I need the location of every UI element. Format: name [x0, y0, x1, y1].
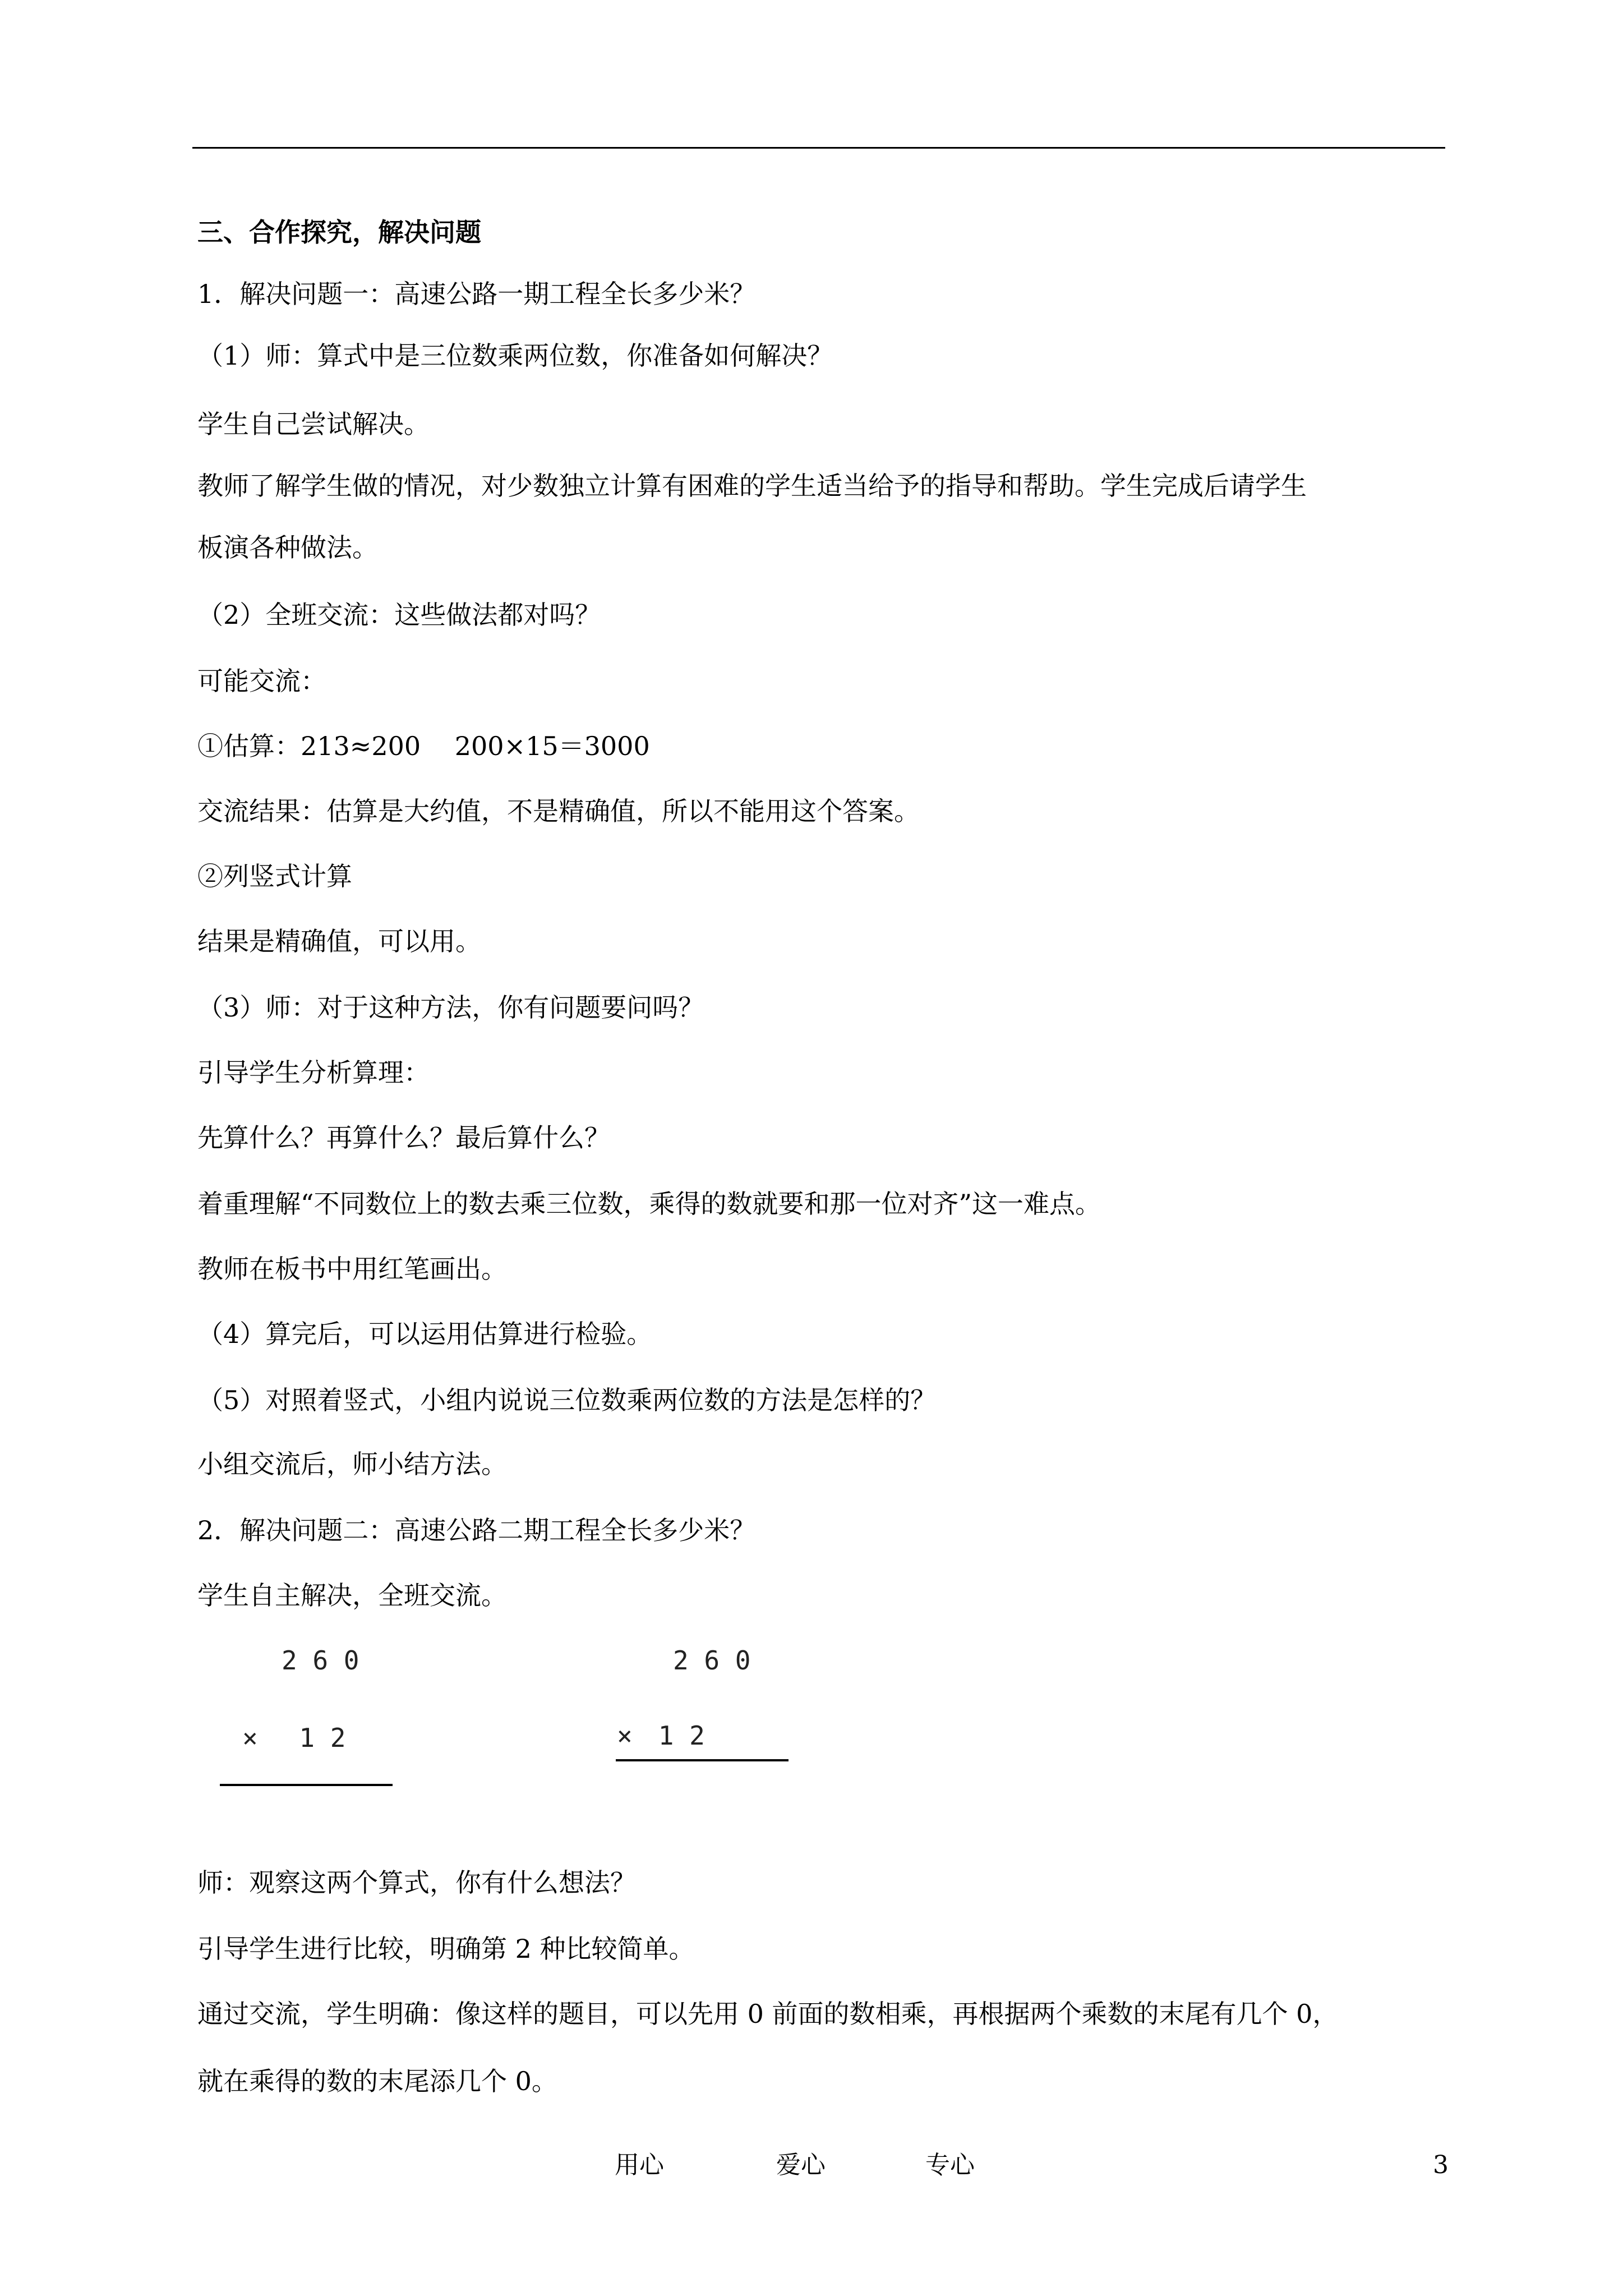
paragraph-line: 先算什么？再算什么？最后算什么？ — [197, 1122, 610, 1153]
paragraph-line: 教师了解学生做的情况，对少数独立计算有困难的学生适当给予的指导和帮助。学生完成后请学生 — [197, 471, 1307, 501]
section-heading: 三、合作探究，解决问题 — [197, 217, 481, 247]
paragraph-line: （4）算完后，可以运用估算进行检验。 — [197, 1319, 653, 1349]
paragraph-line: 着重理解“不同数位上的数去乘三位数，乘得的数就要和那一位对齐”这一难点。 — [197, 1189, 1101, 1219]
calc-left-rule — [220, 1784, 393, 1786]
footer-motto-2: 爱心 — [776, 2151, 826, 2179]
paragraph-line: 就在乘得的数的末尾添几个 0。 — [197, 2066, 557, 2096]
paragraph-line: 引导学生分析算理： — [197, 1057, 430, 1088]
paragraph-line: 1．解决问题一：高速公路一期工程全长多少米？ — [197, 279, 756, 309]
paragraph-line: （1）师：算式中是三位数乘两位数，你准备如何解决？ — [197, 341, 833, 371]
paragraph-line: 交流结果：估算是大约值，不是精确值，所以不能用这个答案。 — [197, 796, 920, 826]
footer-motto-3: 专心 — [925, 2151, 975, 2179]
calc-right-rule — [616, 1759, 789, 1761]
calc-right-multiplicand: 2 6 0 — [673, 1645, 751, 1676]
paragraph-line: ①估算：213≈200 200×15＝3000 — [197, 731, 650, 761]
paragraph-line: 学生自主解决，全班交流。 — [197, 1580, 507, 1611]
header-rule — [192, 147, 1445, 149]
paragraph-line: （3）师：对于这种方法，你有问题要问吗？ — [197, 992, 704, 1023]
calc-right-multiplier: × 1 2 — [617, 1720, 705, 1751]
paragraph-line: （5）对照着竖式，小组内说说三位数乘两位数的方法是怎样的？ — [197, 1385, 937, 1415]
calc-left-multiplicand: 2 6 0 — [282, 1645, 359, 1676]
paragraph-line: 师：观察这两个算式，你有什么想法？ — [197, 1867, 636, 1898]
paragraph-line: 可能交流： — [197, 666, 326, 696]
paragraph-line: （2）全班交流：这些做法都对吗？ — [197, 600, 601, 630]
paragraph-line: 小组交流后，师小结方法。 — [197, 1449, 507, 1479]
footer-motto-1: 用心 — [615, 2151, 664, 2179]
page-number: 3 — [1433, 2151, 1449, 2179]
paragraph-line: 板演各种做法。 — [197, 532, 378, 563]
paragraph-line: 教师在板书中用红笔画出。 — [197, 1254, 507, 1284]
paragraph-line: 通过交流，学生明确：像这样的题目，可以先用 0 前面的数相乘，再根据两个乘数的末尾有几个 0， — [197, 1999, 1339, 2029]
paragraph-line: 学生自己尝试解决。 — [197, 409, 430, 439]
calc-left-multiplier: × 1 2 — [242, 1723, 346, 1753]
paragraph-line: 结果是精确值，可以用。 — [197, 926, 481, 956]
paragraph-line: 引导学生进行比较，明确第 2 种比较简单。 — [197, 1934, 695, 1964]
paragraph-line: 2．解决问题二：高速公路二期工程全长多少米？ — [197, 1515, 756, 1545]
paragraph-line: ②列竖式计算 — [197, 861, 352, 891]
